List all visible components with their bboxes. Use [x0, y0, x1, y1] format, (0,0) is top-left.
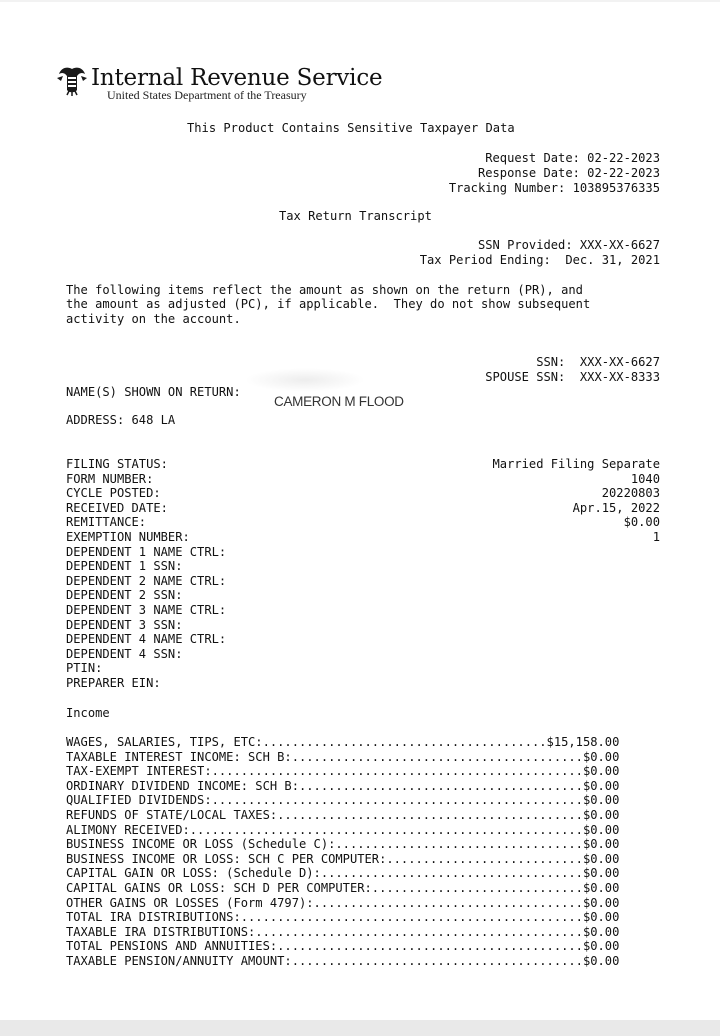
names-label: NAME(S) SHOWN ON RETURN: [66, 385, 241, 399]
income-line: QUALIFIED DIVIDENDS:...................................................$0.00 [66, 793, 620, 808]
irs-eagle-icon [55, 64, 89, 96]
filing-label: DEPENDENT 4 NAME CTRL: [66, 632, 227, 647]
filing-label: DEPENDENT 4 SSN: [66, 646, 183, 661]
irs-title: Internal Revenue Service [91, 65, 383, 91]
filing-label: PTIN: [66, 661, 103, 676]
redaction-smudge [245, 368, 365, 392]
filing-value: Married Filing Separate [492, 457, 660, 471]
ssn-provided: SSN Provided: XXX-XX-6627 [477, 238, 660, 252]
filing-label: RECEIVED DATE: [66, 500, 168, 515]
income-line: TAX-EXEMPT INTEREST:...................................................$0.00 [66, 764, 620, 779]
spouse-ssn: SPOUSE SSN: XXX-XX-8333 [485, 370, 660, 384]
irs-department: United States Department of the Treasury [107, 88, 307, 102]
filing-value: 1040 [630, 471, 660, 486]
irs-logo [55, 64, 383, 104]
filing-value: 20220803 [601, 486, 660, 501]
filing-value: Apr.15, 2022 [572, 500, 660, 515]
income-line: CAPITAL GAINS OR LOSS: SCH D PER COMPUTER:.............................$0.00 [66, 881, 620, 895]
income-line: OTHER GAINS OR LOSSES (Form 4797):.....................................$0.00 [66, 895, 620, 910]
filing-value: $0.00 [623, 515, 660, 530]
top-edge [0, 0, 720, 2]
filing-value: 1 [652, 530, 660, 544]
filing-label: CYCLE POSTED: [66, 486, 161, 501]
income-heading: Income [66, 706, 110, 720]
ssn: SSN: XXX-XX-6627 [536, 355, 660, 369]
filing-label: DEPENDENT 2 SSN: [66, 588, 183, 603]
filing-label: DEPENDENT 1 SSN: [66, 559, 183, 574]
filing-label: DEPENDENT 3 NAME CTRL: [66, 603, 227, 617]
filing-label: FORM NUMBER: [66, 471, 154, 486]
filing-label: PREPARER EIN: [66, 676, 161, 690]
income-line: TAXABLE INTEREST INCOME: SCH B:........................................$0.00 [66, 749, 620, 764]
sensitive-notice: This Product Contains Sensitive Taxpayer Data [187, 121, 515, 135]
income-line: BUSINESS INCOME OR LOSS (Schedule C):..................................$0.00 [66, 837, 620, 852]
income-line: WAGES, SALARIES, TIPS, ETC:.......................................$15,158.00 [66, 735, 620, 749]
request-date: Request Date: 02-22-2023 [485, 151, 660, 165]
filing-label: FILING STATUS: [66, 457, 168, 471]
filing-label: DEPENDENT 2 NAME CTRL: [66, 573, 227, 588]
filing-label: DEPENDENT 3 SSN: [66, 617, 183, 632]
bottom-strip [0, 1020, 720, 1036]
response-date: Response Date: 02-22-2023 [477, 166, 660, 180]
intro-line-3: activity on the account. [66, 312, 241, 326]
filing-label: REMITTANCE: [66, 515, 147, 530]
income-line: TOTAL PENSIONS AND ANNUITIES:..........................................$0.00 [66, 939, 620, 954]
intro-line-2: the amount as adjusted (PC), if applicable. They do not show subsequent [66, 297, 591, 311]
income-line: ORDINARY DIVIDEND INCOME: SCH B:.......................................$0.00 [66, 778, 620, 793]
intro-line-1: The following items reflect the amount as shown on the return (PR), and [66, 283, 583, 297]
address: ADDRESS: 648 LA [66, 413, 176, 427]
income-line: ALIMONY RECEIVED:......................................................$0.00 [66, 822, 620, 837]
income-line: CAPITAL GAIN OR LOSS: (Schedule D):....................................$0.00 [66, 866, 620, 881]
tracking-number: Tracking Number: 103895376335 [448, 181, 660, 195]
document-title: Tax Return Transcript [279, 209, 432, 223]
income-line: TAXABLE PENSION/ANNUITY AMOUNT:........................................$0.00 [66, 954, 620, 968]
tax-period-ending: Tax Period Ending: Dec. 31, 2021 [419, 253, 660, 267]
income-line: TAXABLE IRA DISTRIBUTIONS:.............................................$0.00 [66, 924, 620, 939]
filing-label: DEPENDENT 1 NAME CTRL: [66, 544, 227, 559]
income-line: TOTAL IRA DISTRIBUTIONS:...............................................$0.00 [66, 910, 620, 925]
taxpayer-name: CAMERON M FLOOD [274, 394, 404, 409]
filing-label: EXEMPTION NUMBER: [66, 530, 190, 544]
income-line: BUSINESS INCOME OR LOSS: SCH C PER COMPUTER:...........................$0.00 [66, 851, 620, 866]
income-line: REFUNDS OF STATE/LOCAL TAXES:..........................................$0.00 [66, 808, 620, 822]
